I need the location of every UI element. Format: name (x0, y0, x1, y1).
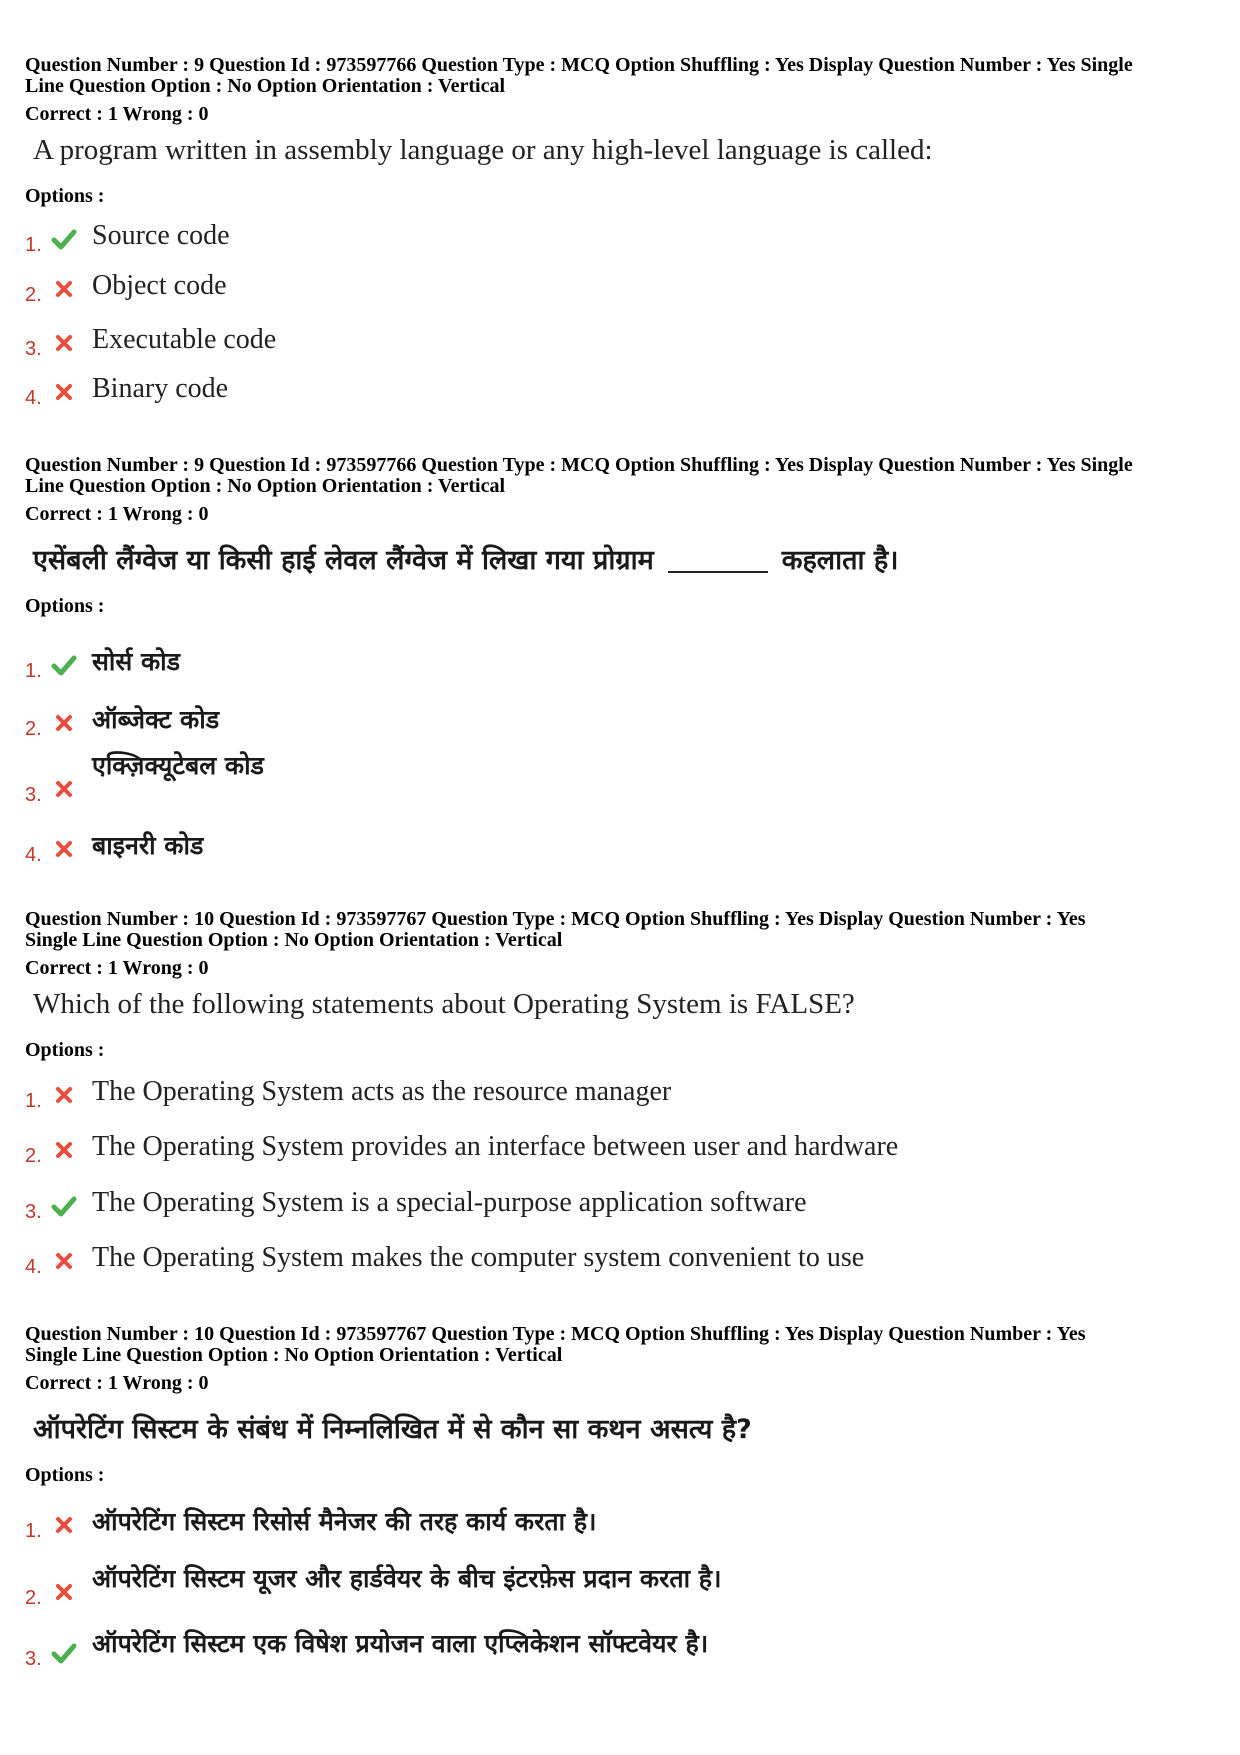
option-number: 2. (25, 718, 42, 740)
cross-icon (51, 710, 77, 736)
option-2 (25, 706, 1225, 746)
option-1 (25, 222, 1225, 262)
question-meta: Question Number : 10 Question Id : 973597767 Question Type : MCQ Option Shuffling : Yes Display Question Number : Yes Single Line Question Option : No Option Orientation : Vertical (25, 1323, 1086, 1366)
option-1 (25, 648, 1225, 688)
option-text: ऑब्जेक्ट कोड (92, 705, 220, 734)
option-text: Object code (92, 270, 227, 301)
question-meta: Question Number : 9 Question Id : 973597766 Question Type : MCQ Option Shuffling : Yes Display Question Number : Yes Single Line Question Option : No Option Orientation : Vertical (25, 454, 1133, 497)
option-2 (25, 1133, 1225, 1173)
option-number: 2. (25, 1587, 42, 1609)
question-text: एसेंबली लैंग्वेज या किसी हाई लेवल लैंग्वेज में लिखा गया प्रोग्राम कहलाता है। (33, 545, 899, 576)
check-icon (51, 1640, 77, 1666)
options-label: Options : (25, 185, 105, 207)
question-block-q9-en (25, 55, 1225, 208)
score-line: Correct : 1 Wrong : 0 (25, 103, 209, 125)
option-text: ऑपरेटिंग सिस्टम एक विषेश प्रयोजन वाला एप्लिकेशन सॉफ्टवेयर है। (92, 1629, 709, 1658)
question-text: Which of the following statements about Operating System is FALSE? (33, 988, 855, 1020)
option-number: 4. (25, 387, 42, 409)
question-block-q10-en (25, 909, 1225, 1062)
option-number: 2. (25, 284, 42, 306)
cross-icon (51, 776, 77, 802)
options-label: Options : (25, 595, 105, 617)
option-text: सोर्स कोड (92, 647, 181, 676)
cross-icon (51, 1082, 77, 1108)
option-text: बाइनरी कोड (92, 831, 204, 860)
option-text: The Operating System makes the computer system convenient to use (92, 1242, 865, 1273)
fill-blank (668, 571, 768, 573)
cross-icon (51, 276, 77, 302)
option-number: 1. (25, 1520, 42, 1542)
option-1 (25, 1078, 1225, 1118)
option-number: 2. (25, 1145, 42, 1167)
cross-icon (51, 1579, 77, 1605)
score-line: Correct : 1 Wrong : 0 (25, 957, 209, 979)
option-text: The Operating System is a special-purpose application software (92, 1187, 807, 1218)
cross-icon (51, 836, 77, 862)
check-icon (51, 1193, 77, 1219)
option-text: Executable code (92, 324, 277, 355)
option-text: एक्ज़िक्यूटेबल कोड (92, 751, 264, 780)
cross-icon (51, 1137, 77, 1163)
cross-icon (51, 379, 77, 405)
option-text: The Operating System acts as the resource manager (92, 1076, 672, 1107)
option-4 (25, 375, 1225, 415)
question-meta: Question Number : 10 Question Id : 973597767 Question Type : MCQ Option Shuffling : Yes Display Question Number : Yes Single Line Question Option : No Option Orientation : Vertical (25, 908, 1086, 951)
option-3 (25, 751, 1225, 812)
question-block-q9-hi (25, 455, 1225, 618)
option-3 (25, 1629, 1225, 1676)
question-text: A program written in assembly language or any high-level language is called: (33, 134, 933, 166)
score-line: Correct : 1 Wrong : 0 (25, 503, 209, 525)
option-text: ऑपरेटिंग सिस्टम यूजर और हार्डवेयर के बीच इंटरफ़ेस प्रदान करता है। (92, 1564, 722, 1593)
check-icon (51, 226, 77, 252)
option-text: Binary code (92, 373, 229, 404)
question-block-q10-hi (25, 1324, 1225, 1487)
option-2 (25, 272, 1225, 312)
option-4 (25, 1244, 1225, 1284)
cross-icon (51, 1248, 77, 1274)
option-number: 1. (25, 1090, 42, 1112)
option-number: 4. (25, 1256, 42, 1278)
option-1 (25, 1508, 1225, 1548)
score-line: Correct : 1 Wrong : 0 (25, 1372, 209, 1394)
cross-icon (51, 1512, 77, 1538)
options-label: Options : (25, 1039, 105, 1061)
option-number: 3. (25, 1648, 42, 1670)
option-number: 1. (25, 234, 42, 256)
option-4 (25, 832, 1225, 872)
option-text: Source code (92, 220, 230, 251)
option-3 (25, 1189, 1225, 1229)
options-label: Options : (25, 1464, 105, 1486)
option-text: The Operating System provides an interface between user and hardware (92, 1131, 899, 1162)
option-number: 3. (25, 338, 42, 360)
option-number: 4. (25, 844, 42, 866)
option-2 (25, 1564, 1225, 1615)
cross-icon (51, 330, 77, 356)
question-meta: Question Number : 9 Question Id : 973597766 Question Type : MCQ Option Shuffling : Yes Display Question Number : Yes Single Line Question Option : No Option Orientation : Vertical (25, 54, 1133, 97)
option-number: 3. (25, 1201, 42, 1223)
question-text: ऑपरेटिंग सिस्टम के संबंध में निम्नलिखित में से कौन सा कथन असत्य है? (33, 1414, 752, 1445)
check-icon (51, 652, 77, 678)
option-3 (25, 326, 1225, 366)
option-number: 3. (25, 784, 42, 806)
option-number: 1. (25, 660, 42, 682)
option-text: ऑपरेटिंग सिस्टम रिसोर्स मैनेजर की तरह कार्य करता है। (92, 1507, 597, 1536)
